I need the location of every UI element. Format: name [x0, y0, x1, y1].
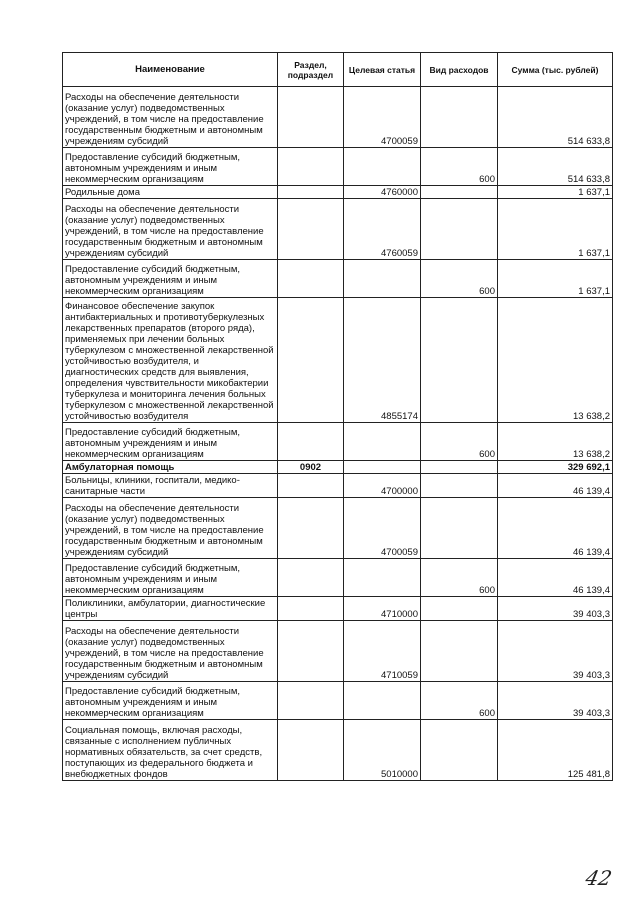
table-row	[63, 621, 613, 682]
row-sum: 125 481,8	[498, 720, 613, 781]
row-article	[344, 682, 421, 720]
row-article: 4700000	[344, 474, 421, 498]
row-article: 4700059	[344, 498, 421, 559]
row-type: 600	[421, 682, 498, 720]
table-row	[63, 597, 613, 621]
table-row	[63, 559, 613, 597]
table-row	[63, 298, 613, 423]
row-sum: 39 403,3	[498, 682, 613, 720]
row-name: Социальная помощь, включая расходы, связанные с исполнением публичных нормативных обязательств, за счет средств, поступающих из федерального бюджета и внебюджетных фондов	[63, 720, 278, 781]
row-sum: 39 403,3	[498, 597, 613, 621]
row-type: 600	[421, 148, 498, 186]
row-type	[421, 461, 498, 474]
row-type: 600	[421, 423, 498, 461]
header-sum: Сумма (тыс. рублей)	[498, 53, 613, 87]
header-section: Раздел, подраздел	[278, 53, 344, 87]
row-section	[278, 87, 344, 148]
row-article: 4710000	[344, 597, 421, 621]
row-sum: 46 139,4	[498, 498, 613, 559]
row-name: Финансовое обеспечение закупок антибактериальных и противотуберкулезных лекарственных препаратов (второго ряда), применяемых при лечении больных туберкулезом с множественной лекарственной устойчивостью возбудителя, и диагностических средств для выявления, определения чувствительности микобактерии туберкулеза и мониторинга лечения больных туберкулезом с множественной лекарственной устойчивостью возбудителя	[63, 298, 278, 423]
row-sum: 1 637,1	[498, 186, 613, 199]
row-type: 600	[421, 260, 498, 298]
row-sum: 46 139,4	[498, 474, 613, 498]
table-header-row	[63, 53, 613, 87]
row-sum: 1 637,1	[498, 260, 613, 298]
row-sum: 514 633,8	[498, 148, 613, 186]
row-sum: 514 633,8	[498, 87, 613, 148]
row-article	[344, 423, 421, 461]
row-name: Предоставление субсидий бюджетным, автономным учреждениям и иным некоммерческим организациям	[63, 148, 278, 186]
row-sum: 39 403,3	[498, 621, 613, 682]
row-type: 600	[421, 559, 498, 597]
row-section	[278, 474, 344, 498]
row-sum: 329 692,1	[498, 461, 613, 474]
budget-table	[62, 52, 613, 781]
row-section	[278, 260, 344, 298]
row-section	[278, 148, 344, 186]
row-article	[344, 559, 421, 597]
row-type	[421, 298, 498, 423]
row-name: Предоставление субсидий бюджетным, автономным учреждениям и иным некоммерческим организациям	[63, 559, 278, 597]
row-article	[344, 260, 421, 298]
row-article: 4855174	[344, 298, 421, 423]
table-row	[63, 461, 613, 474]
row-section	[278, 298, 344, 423]
row-name: Родильные дома	[63, 186, 278, 199]
header-article: Целевая статья	[344, 53, 421, 87]
row-article	[344, 148, 421, 186]
row-section	[278, 186, 344, 199]
row-sum: 13 638,2	[498, 298, 613, 423]
row-type	[421, 720, 498, 781]
row-article: 4760059	[344, 199, 421, 260]
row-section	[278, 498, 344, 559]
row-name: Расходы на обеспечение деятельности (оказание услуг) подведомственных учреждений, в том числе на предоставление государственным бюджетным и автономным учреждениям субсидий	[63, 621, 278, 682]
table-row	[63, 498, 613, 559]
row-sum: 13 638,2	[498, 423, 613, 461]
row-article: 4700059	[344, 87, 421, 148]
header-type: Вид расходов	[421, 53, 498, 87]
row-section	[278, 720, 344, 781]
row-section	[278, 423, 344, 461]
row-type	[421, 199, 498, 260]
row-name: Предоставление субсидий бюджетным, автономным учреждениям и иным некоммерческим организациям	[63, 260, 278, 298]
table-row	[63, 148, 613, 186]
row-type	[421, 597, 498, 621]
row-section	[278, 199, 344, 260]
row-name: Поликлиники, амбулатории, диагностические центры	[63, 597, 278, 621]
header-name: Наименование	[63, 53, 278, 87]
page-number: 42	[583, 866, 615, 890]
row-type	[421, 474, 498, 498]
table-row	[63, 720, 613, 781]
row-type	[421, 87, 498, 148]
table-row	[63, 423, 613, 461]
table-row	[63, 87, 613, 148]
table-body	[63, 87, 613, 781]
table-row	[63, 260, 613, 298]
row-sum: 46 139,4	[498, 559, 613, 597]
row-article: 4710059	[344, 621, 421, 682]
row-article	[344, 461, 421, 474]
table-row	[63, 199, 613, 260]
row-article: 4760000	[344, 186, 421, 199]
row-type	[421, 498, 498, 559]
row-article: 5010000	[344, 720, 421, 781]
row-name: Предоставление субсидий бюджетным, автономным учреждениям и иным некоммерческим организациям	[63, 423, 278, 461]
row-sum: 1 637,1	[498, 199, 613, 260]
table-row	[63, 474, 613, 498]
row-name: Расходы на обеспечение деятельности (оказание услуг) подведомственных учреждений, в том числе на предоставление государственным бюджетным и автономным учреждениям субсидий	[63, 199, 278, 260]
row-section	[278, 597, 344, 621]
row-section	[278, 621, 344, 682]
row-name: Амбулаторная помощь	[63, 461, 278, 474]
row-type	[421, 621, 498, 682]
row-type	[421, 186, 498, 199]
table-row	[63, 186, 613, 199]
row-name: Расходы на обеспечение деятельности (оказание услуг) подведомственных учреждений, в том числе на предоставление государственным бюджетным и автономным учреждениям субсидий	[63, 87, 278, 148]
row-section	[278, 682, 344, 720]
row-name: Больницы, клиники, госпитали, медико-санитарные части	[63, 474, 278, 498]
row-name: Предоставление субсидий бюджетным, автономным учреждениям и иным некоммерческим организациям	[63, 682, 278, 720]
table-row	[63, 682, 613, 720]
row-section: 0902	[278, 461, 344, 474]
row-section	[278, 559, 344, 597]
row-name: Расходы на обеспечение деятельности (оказание услуг) подведомственных учреждений, в том числе на предоставление государственным бюджетным и автономным учреждениям субсидий	[63, 498, 278, 559]
